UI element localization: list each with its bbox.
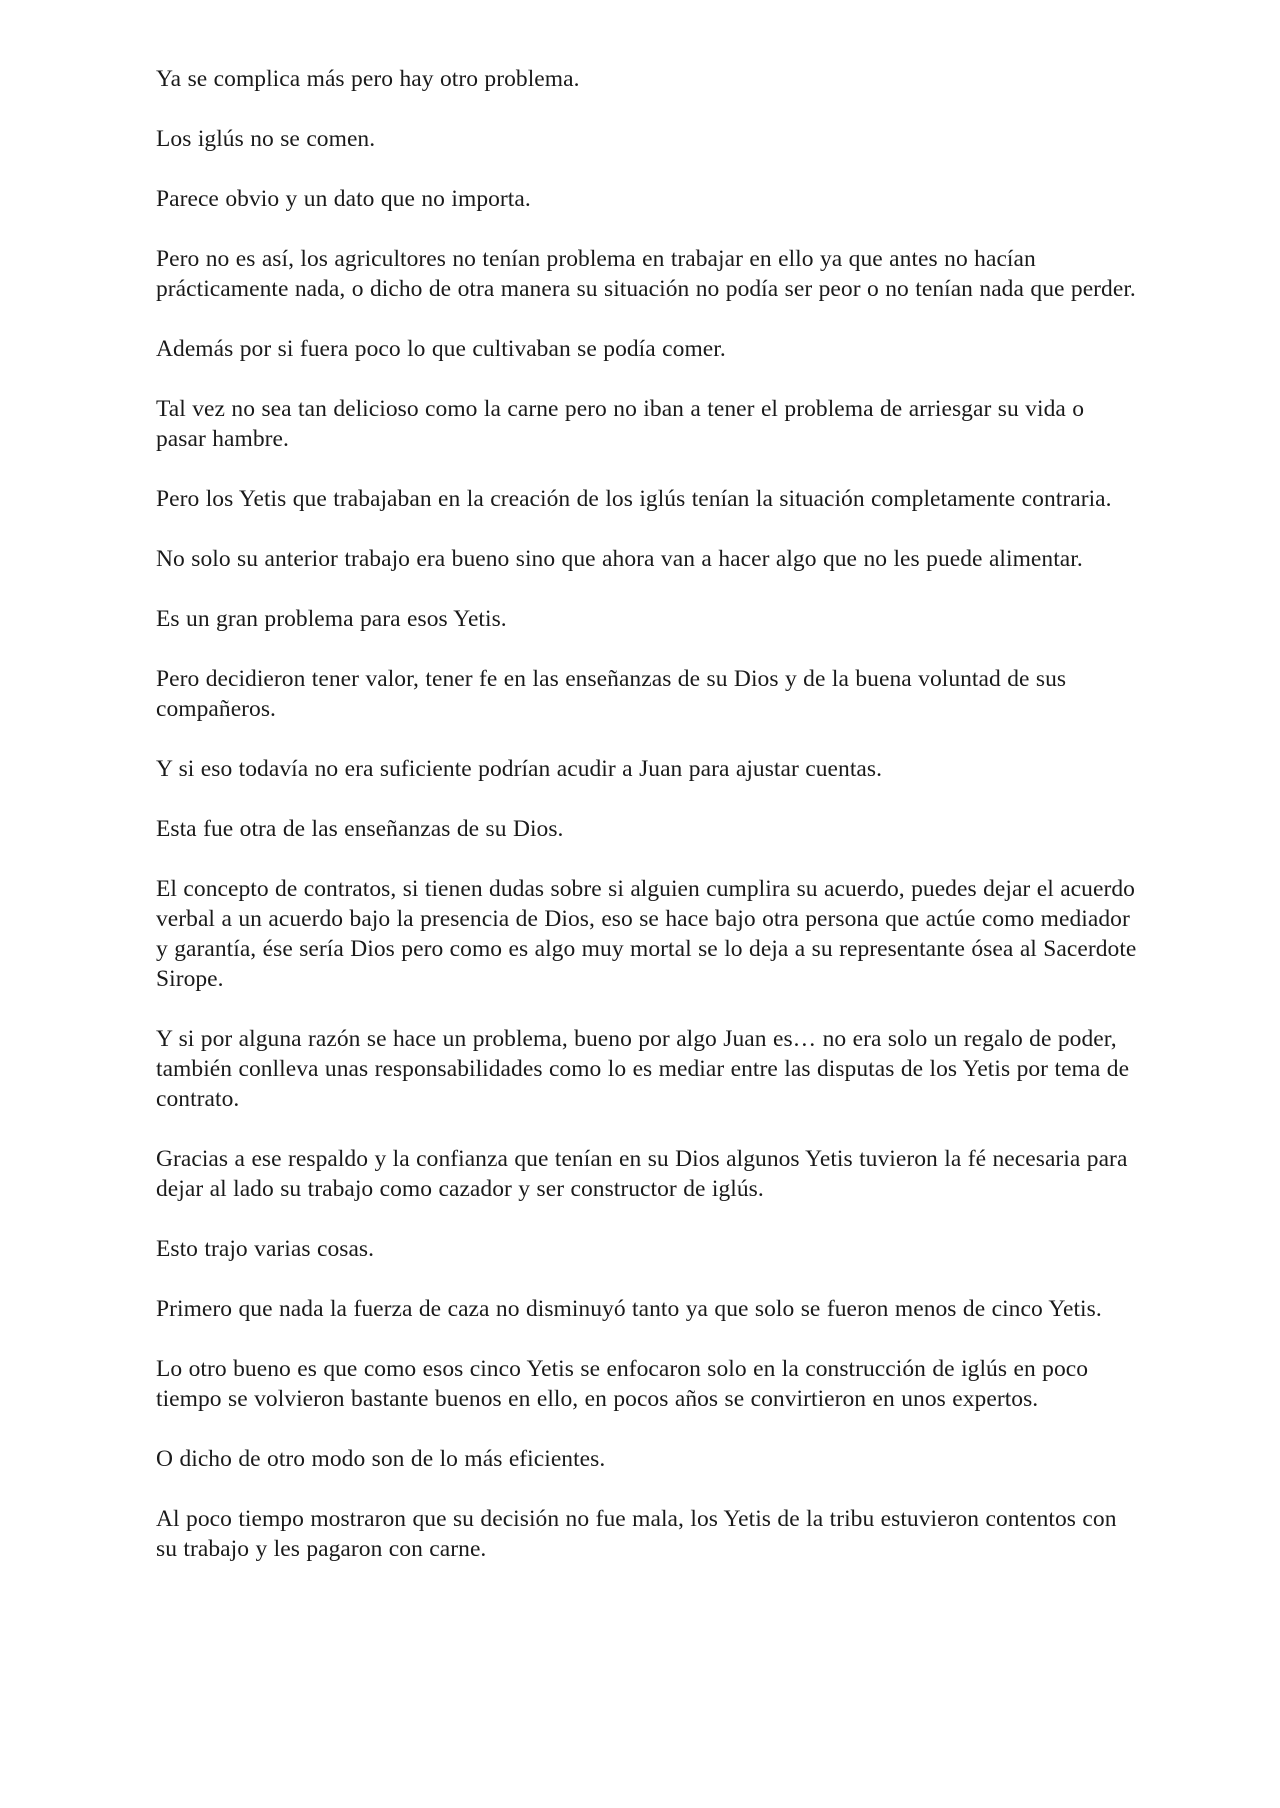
paragraph-11: Y si eso todavía no era suficiente podrían acudir a Juan para ajustar cuentas. (156, 756, 883, 782)
paragraph-13: El concepto de contratos, si tienen dudas sobre si alguien cumplira su acuerdo, puedes dejar el acuerdo verbal a un acuerdo bajo la presencia de Dios, eso se hace bajo otra persona que actúe como mediador y garantía, ése sería Dios pero como es algo muy mortal se lo deja a su representante ósea al Sacerdote Sirope. (156, 876, 1137, 992)
paragraph-3: Parece obvio y un dato que no importa. (156, 186, 531, 212)
paragraph-2: Los iglús no se comen. (156, 126, 376, 152)
paragraph-20: Al poco tiempo mostraron que su decisión no fue mala, los Yetis de la tribu estuvieron contentos con su trabajo y les pagaron con carne. (156, 1506, 1117, 1562)
paragraph-12: Esta fue otra de las enseñanzas de su Dios. (156, 816, 564, 842)
paragraph-19: O dicho de otro modo son de lo más eficientes. (156, 1446, 606, 1472)
paragraph-1: Ya se complica más pero hay otro problema. (156, 66, 580, 92)
paragraph-5: Además por si fuera poco lo que cultivaban se podía comer. (156, 336, 726, 362)
paragraph-10: Pero decidieron tener valor, tener fe en las enseñanzas de su Dios y de la buena voluntad de sus compañeros. (156, 666, 1067, 722)
paragraph-8: No solo su anterior trabajo era bueno sino que ahora van a hacer algo que no les puede alimentar. (156, 546, 1083, 572)
paragraph-17: Primero que nada la fuerza de caza no disminuyó tanto ya que solo se fueron menos de cinco Yetis. (156, 1296, 1102, 1322)
paragraph-16: Esto trajo varias cosas. (156, 1236, 375, 1262)
paragraph-18: Lo otro bueno es que como esos cinco Yetis se enfocaron solo en la construcción de iglús en poco tiempo se volvieron bastante buenos en ello, en pocos años se convirtieron en unos expertos. (156, 1356, 1089, 1412)
paragraph-15: Gracias a ese respaldo y la confianza que tenían en su Dios algunos Yetis tuvieron la fé necesaria para dejar al lado su trabajo como cazador y ser constructor de iglús. (156, 1146, 1128, 1202)
paragraph-9: Es un gran problema para esos Yetis. (156, 606, 507, 632)
paragraph-6: Tal vez no sea tan delicioso como la carne pero no iban a tener el problema de arriesgar su vida o pasar hambre. (156, 396, 1085, 452)
paragraph-7: Pero los Yetis que trabajaban en la creación de los iglús tenían la situación completamente contraria. (156, 486, 1112, 512)
paragraph-4: Pero no es así, los agricultores no tenían problema en trabajar en ello ya que antes no hacían prácticamente nada, o dicho de otra manera su situación no podía ser peor o no tenían nada que perder. (156, 246, 1136, 302)
paragraph-14: Y si por alguna razón se hace un problema, bueno por algo Juan es… no era solo un regalo de poder, también conlleva unas responsabilidades como lo es mediar entre las disputas de los Yetis por tema de contrato. (156, 1026, 1130, 1112)
